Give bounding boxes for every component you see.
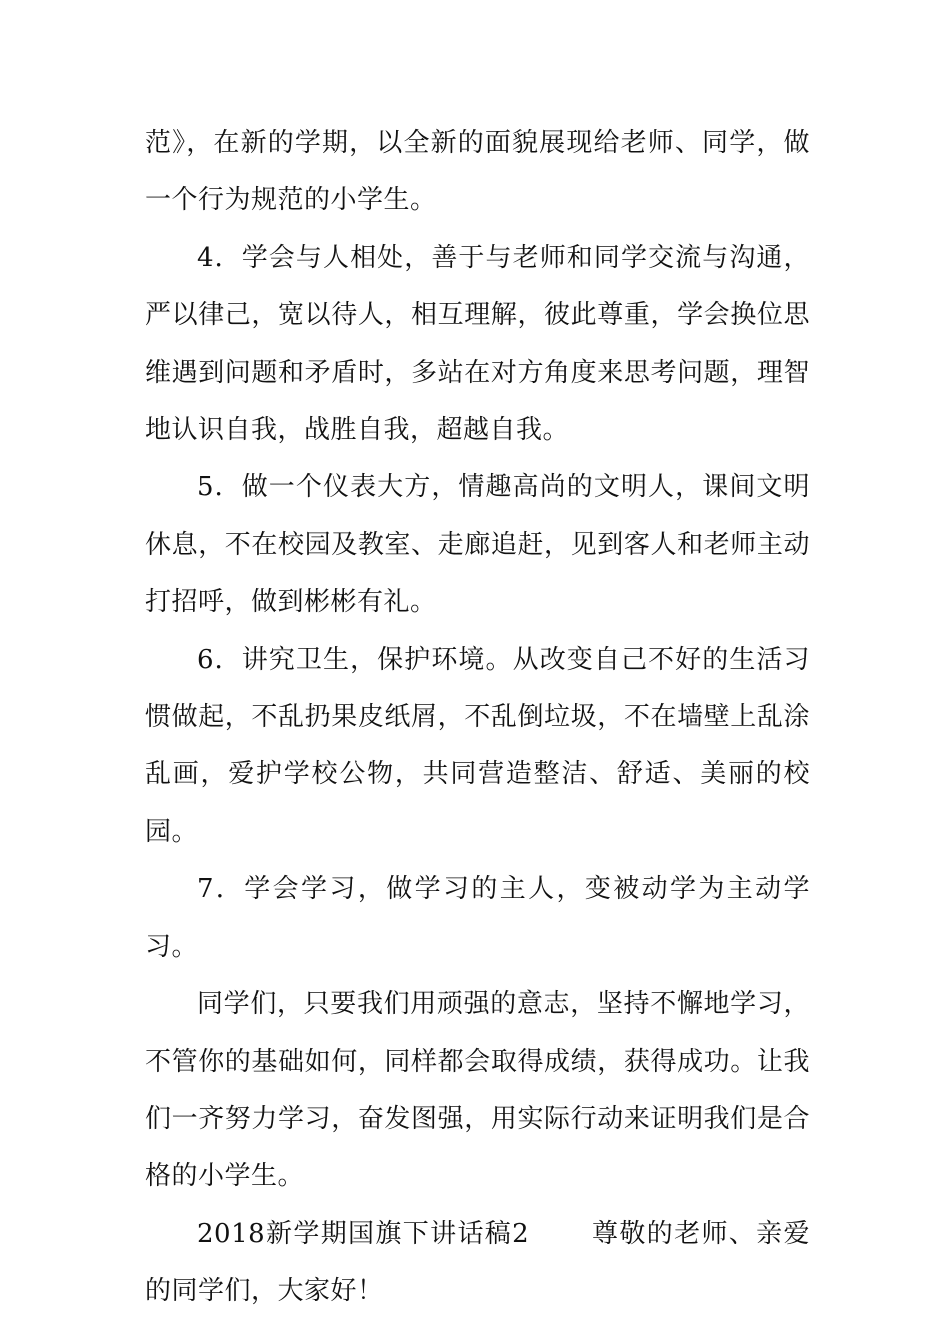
paragraph-continuation: 范》，在新的学期，以全新的面貌展现给老师、同学，做一个行为规范的小学生。 — [145, 128, 810, 216]
speech-title: 2018新学期国旗下讲话稿2 — [197, 1218, 530, 1249]
paragraph-conclusion: 同学们，只要我们用顽强的意志，坚持不懈地学习，不管你的基础如何，同样都会取得成绩，获得成功。让我们一齐努力学习，奋发图强，用实际行动来证明我们是合格的小学生。 — [145, 989, 810, 1192]
speech-greeting: 尊敬的老师、亲爱的同学们，大家好！ — [145, 1218, 810, 1307]
speech-heading-paragraph — [145, 1206, 810, 1321]
paragraph-item-7: 7．学会学习，做学习的主人，变被动学为主动学习。 — [145, 874, 810, 962]
paragraph-item-5: 5．做一个仪表大方，情趣高尚的文明人，课间文明休息，不在校园及教室、走廊追赶，见到客人和老师主动打招呼，做到彬彬有礼。 — [145, 472, 810, 618]
document-body — [145, 115, 810, 1321]
paragraph-item-4: 4．学会与人相处，善于与老师和同学交流与沟通，严以律己，宽以待人，相互理解，彼此尊重，学会换位思维遇到问题和矛盾时，多站在对方角度来思考问题，理智地认识自我，战胜自我，超越自我。 — [145, 242, 810, 446]
paragraph-item-6: 6．讲究卫生，保护环境。从改变自己不好的生活习惯做起，不乱扔果皮纸屑，不乱倒垃圾，不在墙壁上乱涂乱画，爱护学校公物，共同营造整洁、舒适、美丽的校园。 — [145, 644, 810, 847]
